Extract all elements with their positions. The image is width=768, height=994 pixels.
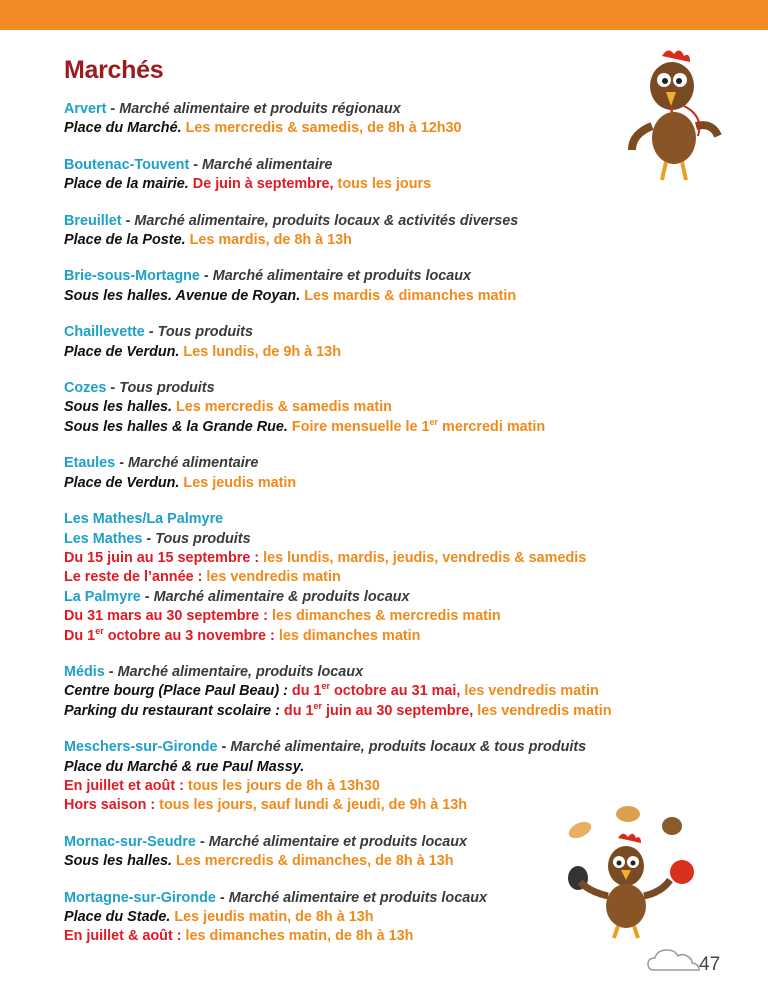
- market-schedule: tous les jours de 8h à 13h30: [183, 777, 380, 794]
- market-period: Du 31 mars au 30 septembre :: [64, 608, 268, 625]
- market-medis: [64, 663, 744, 721]
- schedule-part: mercredi matin: [438, 418, 546, 435]
- juggling-rooster-illustration: [566, 800, 706, 940]
- town-name: Chaillevette: [64, 324, 145, 341]
- town-name: Meschers-sur-Gironde: [64, 739, 218, 756]
- market-schedule: Les mercredis & samedis matin: [171, 399, 392, 416]
- market-boutenac: [64, 156, 744, 195]
- market-place: Sous les halles & la Grande Rue.: [64, 418, 288, 435]
- schedule-part: Foire mensuelle le 1: [287, 418, 430, 435]
- period-part: du 1: [287, 683, 322, 700]
- market-period: En juillet et août :: [64, 777, 184, 794]
- separator: -: [144, 324, 158, 341]
- market-schedule: Les lundis, de 9h à 13h: [179, 343, 341, 360]
- market-place: Sous les halles.: [64, 399, 172, 416]
- separator: -: [195, 833, 209, 850]
- town-name: La Palmyre: [64, 588, 141, 605]
- market-schedule: tous les jours: [333, 176, 432, 193]
- market-place: Place de Verdun.: [64, 343, 180, 360]
- town-name: Mortagne-sur-Gironde: [64, 889, 216, 906]
- market-place: Place de la mairie.: [64, 176, 189, 193]
- separator: -: [140, 588, 154, 605]
- separator: -: [104, 663, 118, 680]
- market-period: [64, 625, 275, 644]
- market-cozes: [64, 379, 744, 437]
- market-description: Marché alimentaire & produits locaux: [153, 588, 410, 605]
- market-description: Tous produits: [157, 324, 253, 341]
- market-description: Marché alimentaire et produits locaux: [212, 268, 472, 285]
- market-schedule: les dimanches matin: [274, 627, 421, 644]
- market-les-mathes: [64, 510, 744, 646]
- separator: -: [215, 889, 229, 906]
- town-name: Médis: [64, 663, 105, 680]
- market-period: Le reste de l’année :: [64, 569, 203, 586]
- page-title: Marchés: [64, 56, 164, 84]
- period-part: du 1: [279, 702, 314, 719]
- market-schedule: Les mardis, de 8h à 13h: [185, 232, 352, 249]
- market-period: [288, 683, 460, 699]
- town-name: Brie-sous-Mortagne: [64, 268, 200, 285]
- market-place: Place de Verdun.: [64, 474, 180, 491]
- market-place: Place du Marché.: [64, 120, 182, 137]
- ordinal-suffix: er: [429, 417, 439, 428]
- page-number: 47: [699, 954, 721, 975]
- market-description: Tous produits: [155, 530, 251, 547]
- period-part: octobre au 3 novembre :: [103, 627, 275, 644]
- town-name: Mornac-sur-Seudre: [64, 833, 196, 850]
- separator: -: [189, 156, 203, 173]
- market-arvert: [64, 100, 744, 139]
- market-place: Place du Marché & rue Paul Massy.: [64, 758, 305, 775]
- market-schedule: Les mardis & dimanches matin: [300, 287, 517, 304]
- market-schedule: les dimanches & mercredis matin: [267, 608, 501, 625]
- market-brie: [64, 267, 744, 306]
- market-schedule: Les mercredis & samedis, de 8h à 12h30: [181, 120, 462, 137]
- separator: -: [115, 455, 128, 472]
- town-name: Arvert: [64, 101, 107, 117]
- market-description: Marché alimentaire: [128, 455, 259, 472]
- market-etaules: [64, 454, 744, 493]
- market-description: Marché alimentaire et produits locaux: [228, 889, 488, 906]
- market-schedule: les lundis, mardis, jeudis, vendredis & samedis: [259, 549, 587, 566]
- market-schedule: Les jeudis matin, de 8h à 13h: [170, 909, 374, 925]
- period-part: juin au 30 septembre,: [322, 702, 474, 719]
- market-description: Marché alimentaire, produits locaux: [117, 663, 364, 680]
- separator: -: [106, 380, 120, 397]
- period-part: octobre au 31 mai,: [330, 683, 461, 700]
- market-place: Place de la Poste.: [64, 232, 186, 249]
- market-place: Parking du restaurant scolaire :: [64, 702, 280, 719]
- market-breuillet: [64, 212, 744, 251]
- market-description: Marché alimentaire et produits locaux: [208, 833, 468, 850]
- market-schedule: les vendredis matin: [202, 569, 341, 586]
- separator: -: [106, 101, 120, 117]
- period-part: Du 1: [64, 627, 96, 644]
- town-name: Cozes: [64, 380, 107, 397]
- separator: -: [199, 268, 213, 285]
- ordinal-suffix: er: [321, 681, 331, 692]
- separator: -: [217, 739, 231, 756]
- market-schedule: les dimanches matin, de 8h à 13h: [181, 928, 414, 945]
- market-period: En juillet & août :: [64, 928, 182, 945]
- market-schedule: les vendredis matin: [460, 683, 599, 700]
- town-name: Breuillet: [64, 212, 122, 229]
- market-schedule: [288, 419, 545, 435]
- town-name: Boutenac-Touvent: [64, 156, 190, 173]
- market-schedule: les vendredis matin: [473, 702, 612, 719]
- market-period: Hors saison :: [64, 797, 156, 814]
- ordinal-suffix: er: [95, 625, 104, 636]
- market-description: Marché alimentaire: [202, 156, 333, 173]
- market-description: Tous produits: [119, 380, 215, 397]
- market-period: Du 15 juin au 15 septembre :: [64, 549, 260, 566]
- market-place: Place du Stade.: [64, 909, 171, 925]
- market-schedule: tous les jours, sauf lundi & jeudi, de 9h à 13h: [155, 797, 468, 814]
- market-place: Sous les halles.: [64, 853, 172, 870]
- town-group-heading: Les Mathes/La Palmyre: [64, 511, 224, 528]
- separator: -: [142, 530, 156, 547]
- separator: -: [121, 212, 135, 229]
- cloud-icon: [646, 946, 706, 976]
- ordinal-suffix: er: [313, 700, 323, 711]
- town-name: Les Mathes: [64, 530, 143, 547]
- market-place: Centre bourg (Place Paul Beau) :: [64, 683, 288, 700]
- market-schedule: Les mercredis & dimanches, de 8h à 13h: [171, 853, 454, 870]
- town-name: Etaules: [64, 455, 116, 472]
- market-period: De juin à septembre,: [188, 176, 334, 193]
- header-bar: [0, 0, 768, 30]
- market-schedule: Les jeudis matin: [179, 474, 297, 491]
- market-chaillevette: [64, 323, 744, 362]
- market-description: Marché alimentaire, produits locaux & activités diverses: [134, 212, 519, 229]
- market-period: [279, 700, 474, 719]
- market-description: Marché alimentaire, produits locaux & tous produits: [230, 739, 587, 756]
- market-description: Marché alimentaire et produits régionaux: [119, 101, 401, 117]
- market-place: Sous les halles. Avenue de Royan.: [64, 287, 301, 304]
